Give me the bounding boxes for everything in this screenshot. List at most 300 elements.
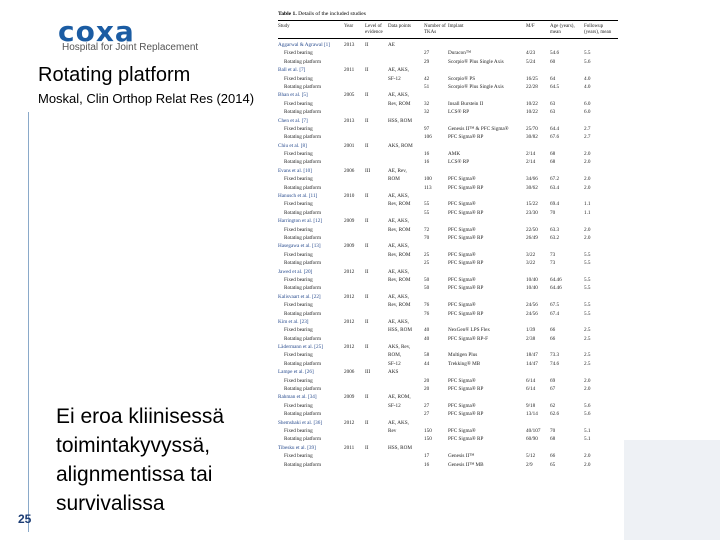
cell-data-points: AE, AKS, [388,268,409,275]
cell-study: Rotating platform [284,83,322,90]
cell-implant: PFC Sigma® [448,176,476,183]
cell-male-female: 6/14 [526,386,536,393]
table-row [278,192,618,200]
cell-followup: 2.5 [584,352,591,359]
cell-year: 2013 [344,42,355,48]
cell-implant: LCS® RP [448,109,470,116]
table-row [278,284,618,292]
cell-level: II [365,394,369,401]
cell-study: Fixed bearing [284,327,313,334]
table-row [278,242,618,250]
table-header-year: Year [344,24,354,29]
cell-data-points: Rev, ROM [388,226,411,233]
cell-tka-count: 16 [424,159,430,166]
cell-age: 63.4 [550,184,560,191]
table-row [278,343,618,351]
cell-followup: 5.6 [584,58,591,65]
cell-study: Rotating platform [284,260,322,267]
table-caption-label: Table 1. [278,11,297,17]
cell-implant: PFC Sigma® RP-F [448,335,488,342]
table-row [278,351,618,359]
cell-study: Lädermann et al. [25] [278,344,323,351]
cell-tka-count: 16 [424,151,430,158]
cell-followup: 2.5 [584,335,591,342]
cell-male-female: 23/30 [526,209,538,216]
cell-study: Fixed bearing [284,377,313,384]
cell-study: Rotating platform [284,58,322,65]
cell-study: Fixed bearing [284,125,313,132]
table-body [278,41,618,469]
cell-data-points: ROM, [388,352,402,359]
cell-followup: 2.0 [584,377,591,384]
cell-study: Chiu et al. [8] [278,142,307,149]
table-row [278,234,618,242]
cell-study: Fixed bearing [284,226,313,233]
cell-followup: 2.0 [584,151,591,158]
table-header-level: Level of evidence [365,24,383,35]
cell-age: 67.2 [550,176,560,183]
table-row [278,368,618,376]
table-row [278,402,618,410]
cell-male-female: 3/22 [526,251,536,258]
cell-data-points: AE, ROM, [388,394,411,401]
cell-followup: 2.0 [584,386,591,393]
cell-followup: 2.0 [584,453,591,460]
cell-study: Bhan et al. [5] [278,92,308,99]
cell-age: 73 [550,260,556,267]
cell-implant: Scorpio® Plus Single Axis [448,58,504,65]
cell-study: Harrington et al. [12] [278,218,323,225]
cell-study: Rotating platform [284,461,322,468]
table-row [278,66,618,74]
cell-level: II [365,193,369,200]
cell-age: 54.6 [550,50,560,57]
cell-male-female: 2/38 [526,335,536,342]
cell-study: Rahman et al. [34] [278,394,317,401]
cell-tka-count: 50 [424,285,430,292]
cell-age: 74.6 [550,360,560,367]
cell-age: 64 [550,75,556,82]
cell-age: 65 [550,461,556,468]
table-row [278,452,618,460]
cell-tka-count: 16 [424,461,430,468]
cell-age: 62.6 [550,411,560,418]
cell-male-female: 10/22 [526,109,538,116]
cell-tka-count: 27 [424,411,430,418]
cell-data-points: AE, AKS, [388,243,409,250]
table-row [278,58,618,66]
table-row [278,83,618,91]
cell-tka-count: 27 [424,50,430,57]
table-row [278,293,618,301]
table-row [278,108,618,116]
cell-data-points: AE, AKS, [388,218,409,225]
logo-subtitle: Hospital for Joint Replacement [62,42,199,53]
cell-level: II [365,92,369,99]
cell-male-female: 30/82 [526,134,538,141]
cell-data-points: AE, AKS, [388,318,409,325]
table-row [278,268,618,276]
cell-tka-count: 76 [424,302,430,309]
cell-study: Fixed bearing [284,151,313,158]
cell-age: 63 [550,109,556,116]
table-row [278,142,618,150]
cell-implant: PFC Sigma® RP [448,260,484,267]
table-row [278,427,618,435]
cell-age: 64.5 [550,83,560,90]
cell-implant: PFC Sigma® RP [448,436,484,443]
cell-year: 2012 [344,268,355,275]
cell-year: 2010 [344,193,355,200]
cell-followup: 5.1 [584,436,591,443]
cell-study: Rotating platform [284,436,322,443]
cell-followup: 5.1 [584,427,591,434]
cell-data-points: AE, Rev, [388,167,407,174]
cell-followup: 5.5 [584,260,591,267]
cell-followup: 2.7 [584,125,591,132]
cell-data-points: Rev, ROM [388,276,411,283]
cell-data-points: HSS, ROM [388,327,412,334]
table-row [278,217,618,225]
table-row [278,117,618,125]
logo-wordmark: coxa [58,15,135,48]
table-header-study: Study [278,24,290,29]
cell-implant: Scorpio® PS [448,75,476,82]
cell-tka-count: 25 [424,251,430,258]
cell-tka-count: 55 [424,201,430,208]
table-header-mf: M/F [526,24,535,29]
cell-implant: PFC Sigma® [448,427,476,434]
cell-followup: 5.5 [584,285,591,292]
table-row [278,377,618,385]
cell-study: Fixed bearing [284,453,313,460]
cell-level: II [365,344,369,351]
table-row [278,444,618,452]
cell-study: Hanusch et al. [11] [278,193,318,200]
cell-tka-count: 42 [424,75,430,82]
cell-level: II [365,419,369,426]
table-header-tka: Number of TKAs [424,24,446,35]
decorative-photo-corner [624,440,720,540]
cell-age: 64.4 [550,125,560,132]
cell-implant: PFC Sigma® RP [448,386,484,393]
table-row [278,251,618,259]
cell-followup: 2.0 [584,184,591,191]
cell-male-female: 15/22 [526,201,538,208]
cell-followup: 2.5 [584,327,591,334]
cell-study: Fixed bearing [284,352,313,359]
cell-followup: 4.0 [584,75,591,82]
cell-tka-count: 25 [424,260,430,267]
table-row [278,209,618,217]
cell-tka-count: 106 [424,134,432,141]
cell-level: II [365,444,369,451]
cell-tka-count: 113 [424,184,432,191]
cell-followup: 2.7 [584,134,591,141]
cell-implant: PFC Sigma® RP [448,411,484,418]
cell-study: Kim et al. [23] [278,318,309,325]
cell-age: 67.6 [550,134,560,141]
table-row [278,301,618,309]
cell-implant: Scorpio® Plus Single Axis [448,83,504,90]
cell-tka-count: 72 [424,226,430,233]
cell-age: 70 [550,427,556,434]
cell-study: Rotating platform [284,184,322,191]
cell-implant: PFC Sigma® RP [448,209,484,216]
cell-implant: Trekking® MB [448,360,481,367]
cell-study: Aggarwal & Agrawal [1] [278,42,331,48]
table-row [278,393,618,401]
cell-age: 62 [550,402,556,409]
cell-followup: 6.0 [584,109,591,116]
table-top-rule [278,20,618,21]
cell-tka-count: 58 [424,352,430,359]
cell-male-female: 2/14 [526,159,536,166]
cell-study: Rotating platform [284,234,322,241]
table-row [278,435,618,443]
left-divider [28,112,29,532]
cell-implant: PFC Sigma® [448,201,476,208]
cell-year: 2005 [344,92,355,99]
table-row [278,276,618,284]
cell-study: Fixed bearing [284,276,313,283]
cell-study: Rotating platform [284,411,322,418]
table-row [278,91,618,99]
cell-study: Chen et al. [7] [278,117,308,124]
cell-age: 67 [550,386,556,393]
table-header-points: Data points [388,24,411,29]
cell-data-points: SF-12 [388,75,401,82]
cell-male-female: 10/22 [526,100,538,107]
table-row [278,100,618,108]
cell-implant: PFC Sigma® [448,226,476,233]
cell-study: Fixed bearing [284,302,313,309]
cell-implant: PFC Sigma® [448,251,476,258]
cell-male-female: 5/12 [526,453,536,460]
cell-followup: 5.5 [584,310,591,317]
table-caption [278,11,366,17]
cell-level: II [365,67,369,74]
cell-study: Fixed bearing [284,251,313,258]
cell-followup: 5.5 [584,276,591,283]
cell-level: II [365,268,369,275]
cell-year: 2012 [344,293,355,300]
cell-study: Rotating platform [284,386,322,393]
cell-data-points: AE [388,42,395,48]
cell-followup: 5.5 [584,251,591,258]
cell-data-points: AE, AKS, [388,193,409,200]
cell-implant: Genesis II™ MB [448,461,484,468]
cell-tka-count: 150 [424,436,432,443]
cell-implant: Insall Burstein II [448,100,484,107]
cell-male-female: 24/56 [526,310,538,317]
cell-tka-count: 55 [424,209,430,216]
cell-age: 66 [550,327,556,334]
cell-followup: 2.0 [584,176,591,183]
cell-age: 68 [550,436,556,443]
table-row [278,167,618,175]
table-row [278,360,618,368]
cell-male-female: 1/39 [526,327,536,334]
cell-male-female: 24/56 [526,302,538,309]
cell-implant: PFC Sigma® [448,276,476,283]
table-header-age: Age (years), mean [550,24,575,35]
cell-study: Rotating platform [284,335,322,342]
cell-implant: PFC Sigma® [448,377,476,384]
table-row [278,318,618,326]
table-row [278,385,618,393]
table-row [278,410,618,418]
cell-implant: NexGen® LPS Flex [448,327,490,334]
cell-age: 68 [550,159,556,166]
cell-male-female: 60/90 [526,436,538,443]
cell-male-female: 40/107 [526,427,541,434]
cell-study: Jawed et al. [20] [278,268,313,275]
cell-male-female: 22/28 [526,83,538,90]
table-row [278,49,618,57]
cell-year: 2009 [344,243,355,250]
cell-year: 2006 [344,167,355,174]
table-row [278,226,618,234]
cell-data-points: Rev, ROM [388,100,411,107]
cell-study: Fixed bearing [284,201,313,208]
cell-study: Ball et al. [7] [278,67,306,74]
cell-age: 64.46 [550,276,562,283]
table-row [278,75,618,83]
cell-study: Lampe et al. [26] [278,369,314,376]
cell-level: II [365,293,369,300]
cell-year: 2011 [344,444,355,451]
cell-tka-count: 17 [424,453,430,460]
cell-followup: 2.0 [584,159,591,166]
cell-study: Fixed bearing [284,75,313,82]
cell-age: 73 [550,251,556,258]
cell-implant: PFC Sigma® RP [448,234,484,241]
cell-data-points: AE, AKS, [388,67,409,74]
table-row [278,326,618,334]
cell-year: 2012 [344,419,355,426]
cell-tka-count: 100 [424,176,432,183]
cell-study: Fixed bearing [284,427,313,434]
cell-study: Rotating platform [284,360,322,367]
cell-age: 67.4 [550,310,560,317]
cell-implant: PFC Sigma® RP [448,285,484,292]
cell-data-points: Rev, ROM [388,201,411,208]
table-row [278,41,618,49]
cell-male-female: 30/62 [526,184,538,191]
slide-title: Rotating platform [38,64,191,86]
cell-year: 2012 [344,344,355,351]
cell-implant: Multigen Plus [448,352,478,359]
cell-data-points: AE, AKS, [388,92,409,99]
cell-study: Rotating platform [284,209,322,216]
cell-implant: PFC Sigma® RP [448,184,484,191]
table-row [278,335,618,343]
cell-tka-count: 76 [424,310,430,317]
cell-study: Rotating platform [284,310,322,317]
cell-year: 2013 [344,117,355,124]
cell-followup: 1.1 [584,201,591,208]
slide-subtitle: Moskal, Clin Orthop Relat Res (2014) [38,91,255,106]
cell-followup: 5.5 [584,50,591,57]
cell-followup: 5.6 [584,411,591,418]
cell-followup: 5.5 [584,302,591,309]
cell-level: II [365,218,369,225]
cell-data-points: AE, AKS, [388,293,409,300]
cell-age: 63 [550,100,556,107]
cell-male-female: 5/24 [526,58,536,65]
cell-tka-count: 40 [424,335,430,342]
cell-male-female: 26/49 [526,234,538,241]
cell-male-female: 13/14 [526,411,538,418]
cell-age: 68 [550,151,556,158]
table-caption-text: Details of the included studies [298,11,366,17]
cell-year: 2009 [344,394,355,401]
cell-followup: 5.6 [584,402,591,409]
cell-tka-count: 20 [424,386,430,393]
cell-level: II [365,318,369,325]
cell-data-points: SF-12 [388,402,401,409]
cell-followup: 2.0 [584,234,591,241]
cell-male-female: 2/9 [526,461,533,468]
cell-study: Shemshaki et al. [36] [278,419,323,426]
table-row [278,200,618,208]
cell-implant: PFC Sigma® [448,302,476,309]
cell-male-female: 10/40 [526,285,538,292]
cell-level: III [365,167,371,174]
cell-male-female: 25/70 [526,125,538,132]
cell-data-points: AE, AKS, [388,419,409,426]
cell-age: 69 [550,377,556,384]
cell-male-female: 22/50 [526,226,538,233]
cell-age: 63.3 [550,226,560,233]
cell-level: III [365,369,371,376]
cell-data-points: Rev, ROM [388,251,411,258]
cell-year: 2006 [344,369,355,376]
cell-study: Rotating platform [284,159,322,166]
cell-data-points: ROM [388,176,400,183]
cell-study: Fixed bearing [284,100,313,107]
cell-followup: 4.0 [584,83,591,90]
table-image [272,8,624,504]
cell-tka-count: 150 [424,427,432,434]
cell-year: 2009 [344,218,355,225]
table-row [278,184,618,192]
cell-study: Rotating platform [284,109,322,116]
cell-level: II [365,142,369,149]
cell-male-female: 3/22 [526,260,536,267]
cell-study: Fixed bearing [284,176,313,183]
cell-age: 66 [550,335,556,342]
cell-level: II [365,42,369,48]
cell-age: 69.4 [550,201,560,208]
cell-followup: 2.5 [584,360,591,367]
cell-male-female: 9/18 [526,402,536,409]
cell-implant: PFC Sigma® [448,402,476,409]
cell-implant: LCS® RP [448,159,470,166]
cell-study: Rotating platform [284,285,322,292]
table-row [278,461,618,469]
cell-year: 2012 [344,318,355,325]
cell-implant: Duracon™ [448,50,471,57]
cell-study: Rotating platform [284,134,322,141]
table-row [278,175,618,183]
table-header-rule [278,38,618,39]
cell-male-female: 18/47 [526,352,538,359]
cell-male-female: 10/40 [526,276,538,283]
cell-implant: PFC Sigma® RP [448,310,484,317]
cell-followup: 2.0 [584,226,591,233]
